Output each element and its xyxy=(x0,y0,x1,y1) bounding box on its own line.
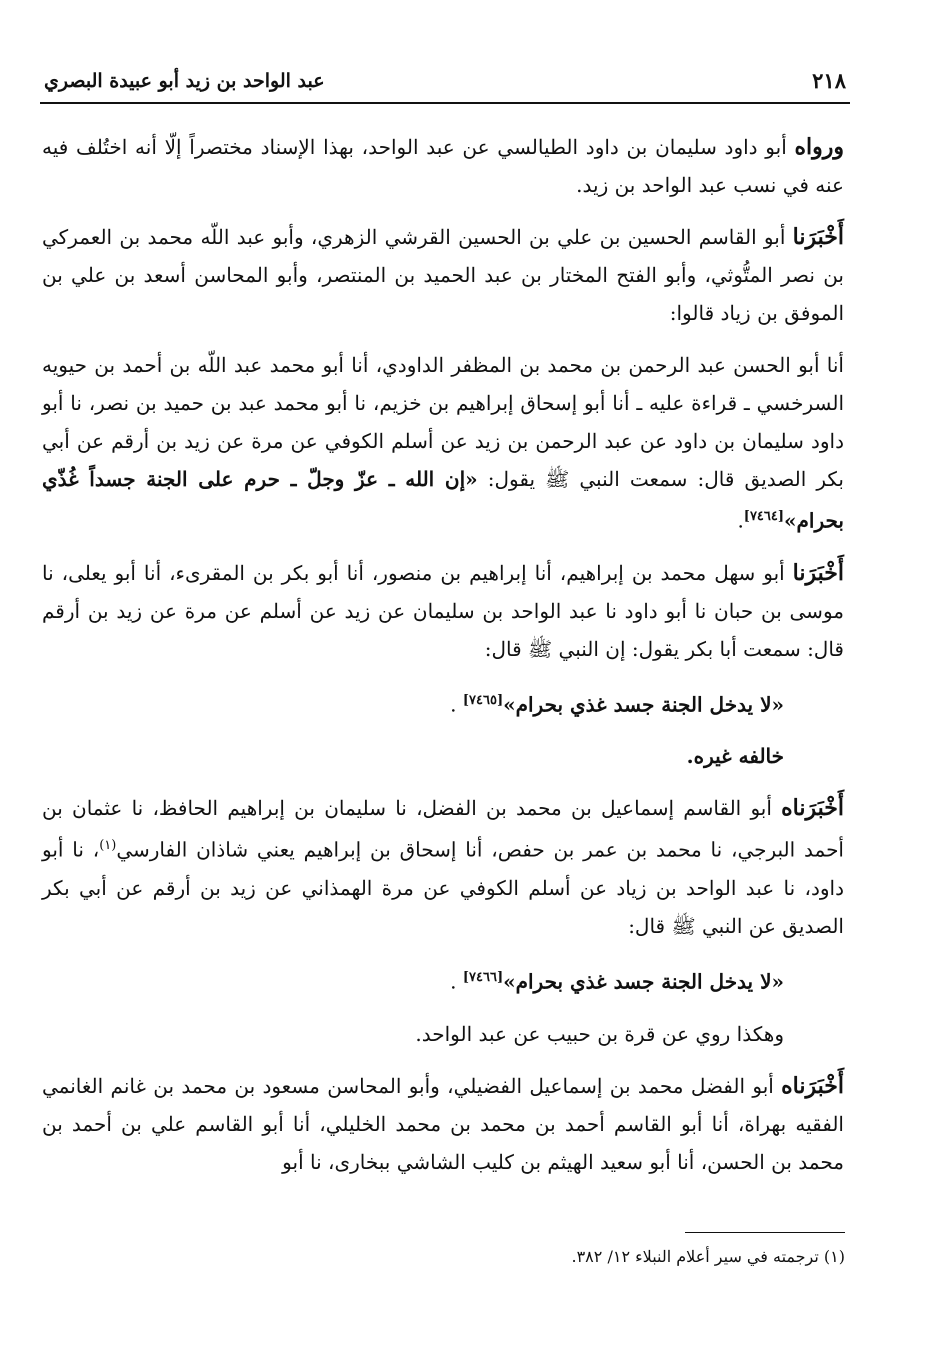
paragraph-lead: أَخْبَرَنا xyxy=(792,224,844,250)
paragraph-lead: ورواه xyxy=(794,134,844,160)
paragraph-text: أبو القاسم الحسين بن علي بن الحسين القرشي الزهري، وأبو عبد اللّه محمد بن العمركي بن نصر المتُّوثي، وأبو الفتح المختار بن عبد الحميد بن المنتصر، وأبو المحاسن أسعد بن علي بن الموفق بن زياد قالوا: xyxy=(42,225,844,325)
paragraph-text: أبو القاسم إسماعيل بن محمد بن الفضل، نا سليمان بن إبراهيم الحافظ، نا عثمان بن أحمد البرجي، نا محمد بن عمر بن حفص، أنا إسحاق بن إبراهيم يعني شاذان الفارسي xyxy=(42,796,844,862)
hadith-text: «لا يدخل الجنة جسد غذي بحرام» xyxy=(503,692,784,717)
footnote-separator xyxy=(685,1232,845,1233)
paragraph-lead: أَخْبَرَناه xyxy=(781,795,844,822)
page-number: ٢١٨ xyxy=(812,68,846,93)
main-text xyxy=(42,128,844,1195)
hadith-ref: [٧٤٦٤] xyxy=(743,509,785,524)
running-title: عبد الواحد بن زيد أبو عبيدة البصري xyxy=(44,70,325,92)
hadith-ref: [٧٤٦٥] xyxy=(462,692,504,708)
hadith-line-1 xyxy=(42,682,844,724)
paragraph-6 xyxy=(42,1067,844,1181)
hadith-ref: [٧٤٦٦] xyxy=(462,969,504,985)
paragraph-2 xyxy=(42,218,844,332)
hadith-tail: . xyxy=(450,969,457,994)
plain-line: وهكذا روي عن قرة بن حبيب عن عبد الواحد. xyxy=(415,1021,784,1046)
note-line: خالفه غيره. xyxy=(686,744,784,769)
paragraph-4 xyxy=(42,554,844,668)
paragraph-text-continued: ، نا أبو داود، نا عبد الواحد بن زياد عن أسلم الكوفي عن مرة الهمذاني عن زيد بن أرقم عن أبي بكر الصديق عن النبي ﷺ قال: xyxy=(42,837,844,938)
paragraph-text: أبو سهل محمد بن إبراهيم، أنا إبراهيم بن منصور، أنا أبو بكر بن المقرىء، أنا أبو يعلى، نا موسى بن حبان نا أبو داود نا عبد الواحد بن سليمان عن زيد عن أسلم عن مرة عن زيد بن أرقم قال: سمعت أبا بكر يقول: إن النبي ﷺ قال: xyxy=(42,560,844,661)
paragraph-lead: أَخْبَرَناه xyxy=(781,1072,844,1099)
page-header xyxy=(40,62,850,104)
paragraph-text: أنا أبو الحسن عبد الرحمن بن محمد بن المظفر الداودي، أنا أبو محمد عبد اللّه بن أحمد بن حيويه السرخسي ـ قراءة عليه ـ أنا أبو إسحاق إبراهيم بن خزيم، نا أبو محمد عبد بن حميد بن نصر، نا أبو داود سليمان بن داود عن عبد الرحمن بن زيد عن أسلم الكوفي عن مرة عن زيد بن أرقم عن أبي بكر الصديق قال: سمعت النبي ﷺ يقول: xyxy=(42,353,844,491)
paragraph-3 xyxy=(42,346,844,540)
hadith-text: «إن الله ـ عزّ وجلّ ـ حرم على الجنة جسداً غُذّي بحرام» xyxy=(42,467,844,533)
hadith-tail: . xyxy=(450,692,457,717)
footnote: (١) ترجمته في سير أعلام النبلاء ١٢/ ٣٨٢. xyxy=(571,1247,845,1266)
paragraph-text: أبو داود سليمان بن داود الطيالسي عن عبد الواحد، بهذا الإسناد مختصراً إلّا أنه اختُلف فيه عنه في نسب عبد الواحد بن زيد. xyxy=(42,135,844,197)
hadith-text: «لا يدخل الجنة جسد غذي بحرام» xyxy=(503,969,784,994)
hadith-line-2 xyxy=(42,959,844,1001)
paragraph-lead: أَخْبَرَنا xyxy=(792,559,844,586)
paragraph-1 xyxy=(42,128,844,204)
footnote-marker: (١) xyxy=(99,838,117,854)
paragraph-5 xyxy=(42,789,844,945)
paragraph-text: أبو الفضل محمد بن إسماعيل الفضيلي، وأبو المحاسن مسعود بن محمد بن غانم الغانمي الفقيه بهراة، أنا أبو القاسم أحمد بن محمد بن محمد الخليلي، أنا أبو القاسم علي بن أحمد بن محمد بن الحسن، أنا أبو سعيد الهيثم بن كليب الشاشي ببخارى، نا أبو xyxy=(42,1073,844,1174)
paragraph-tail: . xyxy=(737,508,744,533)
